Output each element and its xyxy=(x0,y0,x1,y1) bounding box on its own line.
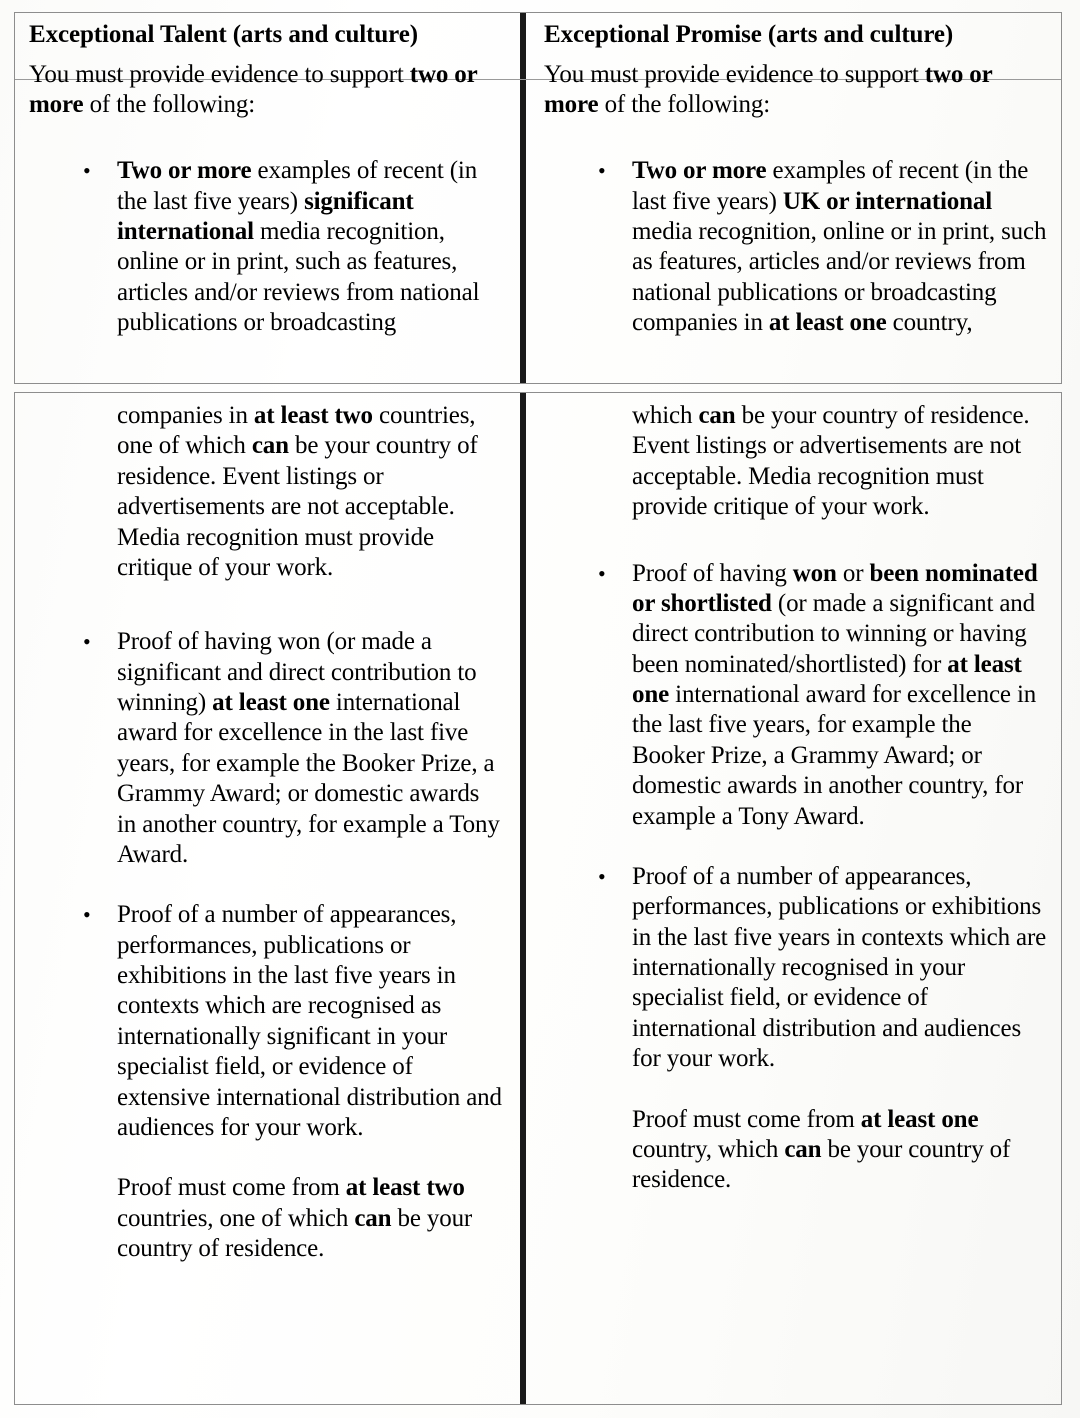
talent-bullet-list-bottom xyxy=(29,627,504,1143)
column-header-promise: Exceptional Promise (arts and culture) xyxy=(544,21,954,48)
talent-spacer xyxy=(29,1143,504,1173)
talent-spacer xyxy=(29,120,504,156)
promise-closing-bold-1: at least one xyxy=(860,1105,979,1133)
promise-spacer xyxy=(544,1075,1047,1105)
column-exceptional-talent-continued xyxy=(15,393,520,1404)
bullet-icon: • xyxy=(598,560,606,586)
talent-bullet-1 xyxy=(29,156,504,338)
talent-b1c-text-1: companies in xyxy=(117,402,254,429)
talent-b2-text-2: international award for excellence in the last five years, for example the Booker Prize, a Grammy Award; or domestic awards in another country, for example a Tony Award. xyxy=(117,689,500,868)
talent-closing-bold-2: can xyxy=(354,1204,392,1232)
talent-intro-bold: two or more xyxy=(29,60,478,118)
talent-b1c-text-3: be your country of residence. Event listings or advertisements are not acceptable. Media recognition must provide critique of your work. xyxy=(117,432,478,581)
promise-bullet-list-top xyxy=(544,156,1047,338)
talent-intro-after: of the following: xyxy=(83,90,256,118)
bullet-icon: • xyxy=(83,158,91,184)
promise-b2-bold-3: at least one xyxy=(632,650,1022,708)
promise-spacer xyxy=(544,523,1047,559)
promise-b1c-bold-1: can xyxy=(698,402,736,429)
talent-b1c-bold-2: can xyxy=(251,432,289,460)
talent-bullet-list-top xyxy=(29,156,504,338)
promise-b1-text-1: examples of recent (in the last five years) xyxy=(632,157,1029,215)
talent-bullet-3 xyxy=(29,900,504,1143)
talent-body-top xyxy=(29,52,504,339)
promise-bullet-1-continuation xyxy=(544,401,1047,523)
promise-b1c-text-1: which xyxy=(632,402,699,429)
talent-b1-bold-2: significant international xyxy=(117,187,414,245)
bullet-icon: • xyxy=(83,629,91,655)
talent-b1-text-1: examples of recent (in the last five years) xyxy=(117,157,478,215)
promise-b1c-text-2: be your country of residence. Event listings or advertisements are not acceptable. Media recognition must provide critique of your work. xyxy=(632,402,1030,521)
talent-b3-text-1: Proof of a number of appearances, performances, publications or exhibitions in the last five years in contexts which are recognised as internationally significant in your specialist field, or evidence of extensive international distribution and audiences for your work. xyxy=(117,901,502,1141)
promise-bullet-1 xyxy=(544,156,1047,338)
promise-b2-bold-2: been nominated or shortlisted xyxy=(632,559,1038,617)
promise-intro-after: of the following: xyxy=(598,90,771,118)
talent-b1c-bold-1: at least two xyxy=(253,402,373,429)
promise-b2-text-3: (or made a significant and direct contribution to winning or having been nominated/shortlisted) for xyxy=(632,589,1036,678)
promise-b1-bold-1: Two or more xyxy=(632,157,767,185)
column-header-talent: Exceptional Talent (arts and culture) xyxy=(29,21,418,48)
promise-closing-bold-2: can xyxy=(784,1135,822,1163)
promise-b2-text-4: international award for excellence in the last five years, for example the Booker Prize, a Grammy Award; or domestic awards in another country, for example a Tony Award. xyxy=(632,681,1037,830)
column-exceptional-promise-continued xyxy=(526,393,1063,1404)
promise-b2-bold-1: won xyxy=(792,559,837,587)
talent-closing-text-2: countries, one of which xyxy=(117,1204,355,1232)
promise-b1-text-2: media recognition, online or in print, such as features, articles and/or reviews from national publications or broadcasting companies in xyxy=(632,218,1047,337)
bullet-icon: • xyxy=(598,158,606,184)
talent-bullet-2 xyxy=(29,627,504,870)
talent-closing-bold-1: at least two xyxy=(345,1174,465,1202)
talent-b1-bold-1: Two or more xyxy=(117,157,252,185)
bullet-icon: • xyxy=(83,902,91,928)
promise-closing-text-3: be your country of residence. xyxy=(632,1135,1011,1194)
talent-closing-text-3: be your country of residence. xyxy=(117,1204,473,1262)
promise-b2-text-1: Proof of having xyxy=(632,559,793,587)
promise-b2-text-2: or xyxy=(836,559,870,587)
talent-b2-bold-1: at least one xyxy=(212,689,330,716)
column-exceptional-talent xyxy=(15,13,520,383)
promise-b1-text-3: country, xyxy=(886,309,973,337)
talent-intro-paragraph xyxy=(29,60,504,121)
promise-intro-bold: two or more xyxy=(544,60,993,118)
promise-b1-bold-2: UK or international xyxy=(782,187,993,215)
promise-intro-before: You must provide evidence to support xyxy=(544,60,925,88)
promise-closing-paragraph xyxy=(544,1105,1047,1196)
talent-b2-text-1: Proof of having won (or made a significant and direct contribution to winning) xyxy=(117,628,477,716)
promise-b1-bold-3: at least one xyxy=(768,309,887,337)
talent-intro-before: You must provide evidence to support xyxy=(29,60,410,88)
promise-b3-text-1: Proof of a number of appearances, performances, publications or exhibitions in the last five years in contexts which are internationally recognised in your specialist field, or evidence of international distribution and audiences for your work. xyxy=(632,862,1047,1073)
talent-b1-text-2: media recognition, online or in print, such as features, articles and/or reviews from national publications or broadcasting xyxy=(117,218,480,337)
column-exceptional-promise xyxy=(526,13,1063,383)
bullet-icon: • xyxy=(598,863,606,889)
promise-bullet-2 xyxy=(544,559,1047,832)
promise-body-top xyxy=(544,52,1047,339)
criteria-table-segment-top xyxy=(14,12,1062,384)
talent-b1c-text-2: countries, one of which xyxy=(117,402,476,460)
promise-bullet-3 xyxy=(544,862,1047,1075)
talent-closing-paragraph xyxy=(29,1173,504,1264)
talent-closing-text-1: Proof must come from xyxy=(117,1174,346,1202)
promise-intro-paragraph xyxy=(544,60,1047,121)
criteria-table-segment-bottom xyxy=(14,392,1062,1405)
promise-bullet-list-bottom xyxy=(544,559,1047,1075)
promise-closing-text-1: Proof must come from xyxy=(632,1105,861,1133)
talent-bullet-1-continuation xyxy=(29,401,504,583)
promise-body-bottom xyxy=(544,393,1047,1196)
promise-spacer xyxy=(544,120,1047,156)
talent-spacer xyxy=(29,583,504,627)
talent-body-bottom xyxy=(29,393,504,1264)
promise-closing-text-2: country, which xyxy=(632,1135,785,1163)
